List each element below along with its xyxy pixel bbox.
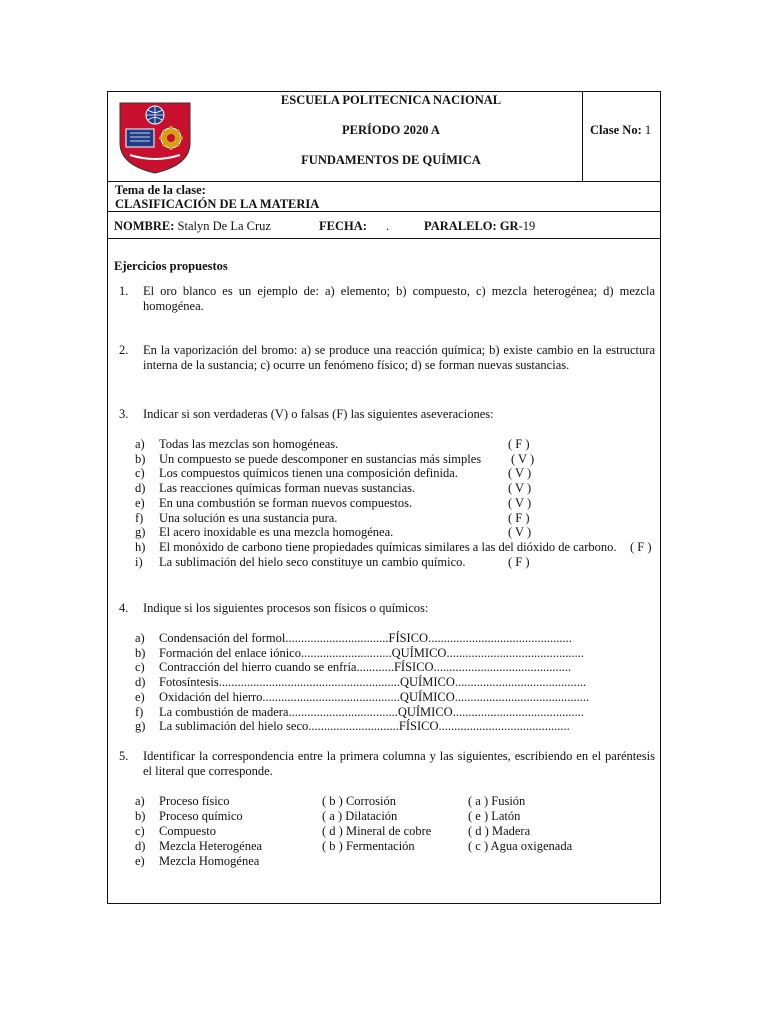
- topic-value: CLASIFICACIÓN DE LA MATERIA: [115, 197, 320, 211]
- q3-item-text: La sublimación del hielo seco constituye un cambio químico.: [159, 554, 466, 569]
- q3-item-text: Los compuestos químicos tienen una composición definida.: [159, 466, 458, 481]
- q3-number: 3.: [119, 407, 129, 421]
- date-label: FECHA:: [319, 219, 367, 233]
- name-field: NOMBRE: Stalyn De La Cruz: [114, 219, 271, 233]
- q5-col1-text: Proceso químico: [159, 809, 243, 823]
- q1-line2: homogénea.: [143, 299, 204, 313]
- epn-logo-icon: [116, 99, 194, 175]
- q4-text: Indique si los siguientes procesos son físicos o químicos:: [143, 601, 429, 615]
- q3-item-letter: c): [135, 466, 145, 481]
- q1-line1: El oro blanco es un ejemplo de: a) elemento; b) compuesto, c) mezcla heterogénea; d) mezcla: [143, 284, 655, 298]
- q3-item-letter: d): [135, 481, 146, 496]
- q3-item-letter: e): [135, 495, 145, 510]
- q5-col2-item: ( d ) Mineral de cobre: [322, 824, 432, 838]
- q5-col1-text: Proceso físico: [159, 794, 230, 808]
- exercises-title: Ejercicios propuestos: [114, 259, 228, 273]
- q4-item-letter: d): [135, 675, 146, 690]
- class-number: [590, 123, 651, 138]
- topic-row: [107, 182, 661, 212]
- q4-item-letter: b): [135, 645, 146, 660]
- q5-line2: el literal que corresponde.: [143, 764, 273, 778]
- q4-item-text: Oxidación del hierro............................................QUÍMICO...........................................: [159, 689, 590, 704]
- q5-col3-item: ( d ) Madera: [468, 824, 531, 838]
- q3-item-answer: ( F ): [508, 510, 530, 525]
- q3-item-answer: ( V ): [508, 525, 532, 540]
- q3-item-letter: g): [135, 525, 146, 540]
- q5-col3-item: ( e ) Latón: [468, 809, 521, 823]
- q4-item-letter: c): [135, 660, 145, 675]
- q4-item-text: Contracción del hierro cuando se enfría............FÍSICO............................................: [159, 660, 572, 675]
- q4-item-letter: f): [135, 704, 144, 719]
- q5-col2-item: ( b ) Corrosión: [322, 794, 396, 808]
- q4-item-letter: a): [135, 631, 145, 645]
- period-title: PERÍODO 2020 A: [342, 123, 440, 137]
- q3-item-text: El acero inoxidable es una mezcla homogénea.: [159, 525, 394, 540]
- q5-number: 5.: [119, 749, 129, 763]
- q5-col1-text: Mezcla Heterogénea: [159, 839, 263, 853]
- info-row: [107, 212, 661, 239]
- q3-item-text: Un compuesto se puede descomponer en sustancias más simples: [159, 451, 482, 466]
- q3-item-text: En una combustión se forman nuevos compuestos.: [159, 495, 413, 510]
- q5-col1-letter: b): [135, 809, 146, 823]
- date-value: .: [386, 219, 390, 233]
- institution-title: ESCUELA POLITECNICA NACIONAL: [280, 93, 502, 107]
- q3-text: Indicar si son verdaderas (V) o falsas (F) las siguientes aseveraciones:: [143, 407, 494, 421]
- q2-line1: En la vaporización del bromo: a) se produce una reacción química; b) existe cambio en la estructura: [143, 343, 655, 357]
- q4-number: 4.: [119, 601, 129, 615]
- q4-item-text: La sublimación del hielo seco.............................FÍSICO..........................................: [159, 719, 570, 734]
- q5-col1-text: Compuesto: [159, 824, 216, 838]
- q1-number: 1.: [119, 284, 129, 298]
- group-field: PARALELO: GR-19: [424, 219, 536, 233]
- exercises-section: [107, 239, 661, 904]
- class-label: Clase No:: [590, 123, 642, 137]
- q5-col1-text: Mezcla Homogénea: [159, 854, 260, 868]
- q3-item-answer: ( V ): [508, 466, 532, 481]
- q5-line1: Identificar la correspondencia entre la primera columna y las siguientes, escribiendo en el paréntesis: [143, 749, 655, 763]
- q2-number: 2.: [119, 343, 129, 357]
- q3-item-letter: a): [135, 437, 145, 451]
- class-value: 1: [644, 123, 652, 137]
- q5-col1-letter: a): [135, 794, 145, 808]
- q3-item-text: Las reacciones químicas forman nuevas sustancias.: [159, 481, 416, 496]
- q4-item-text: Condensación del formol.................................FÍSICO..............................................: [159, 631, 572, 645]
- q3-item-answer: ( V ): [508, 481, 532, 496]
- q3-item-letter: h): [135, 539, 146, 554]
- q5-col2-item: ( b ) Fermentación: [322, 839, 415, 853]
- topic-label: Tema de la clase:: [115, 183, 206, 197]
- q4-item-text: Formación del enlace iónico.............................QUÍMICO............................................: [159, 645, 584, 660]
- q5-col1-letter: d): [135, 839, 146, 853]
- q3-item-letter: i): [135, 554, 143, 569]
- q3-item-text: El monóxido de carbono tiene propiedades químicas similares a las del dióxido de carbono.: [159, 539, 617, 554]
- q3-item-answer: ( F ): [508, 437, 530, 451]
- q4-item-letter: e): [135, 689, 145, 704]
- q5-col3-item: ( a ) Fusión: [468, 794, 526, 808]
- document-header: [107, 91, 661, 182]
- q5-col3-item: ( c ) Agua oxigenada: [468, 839, 573, 853]
- q3-item-answer: ( F ): [630, 539, 652, 554]
- q3-item-letter: b): [135, 451, 146, 466]
- q5-col1-letter: e): [135, 854, 145, 868]
- q5-col1-letter: c): [135, 824, 145, 838]
- q3-item-letter: f): [135, 510, 144, 525]
- q3-item-text: Una solución es una sustancia pura.: [159, 510, 338, 525]
- q4-item-text: Fotosíntesis..........................................................QUÍMICO..........................................: [159, 675, 587, 690]
- q2-line2: interna de la sustancia; c) ocurre un fenómeno físico; d) se forman nuevas sustancias.: [143, 358, 570, 372]
- q3-item-text: Todas las mezclas son homogéneas.: [159, 437, 339, 451]
- q3-item-answer: ( F ): [508, 554, 530, 569]
- course-title: FUNDAMENTOS DE QUÍMICA: [301, 153, 481, 167]
- document-page: [107, 91, 661, 904]
- q3-item-answer: ( V ): [511, 451, 535, 466]
- q3-item-answer: ( V ): [508, 495, 532, 510]
- q4-item-text: La combustión de madera...................................QUÍMICO..........................................: [159, 704, 584, 719]
- q5-col2-item: ( a ) Dilatación: [322, 809, 398, 823]
- q4-item-letter: g): [135, 719, 146, 734]
